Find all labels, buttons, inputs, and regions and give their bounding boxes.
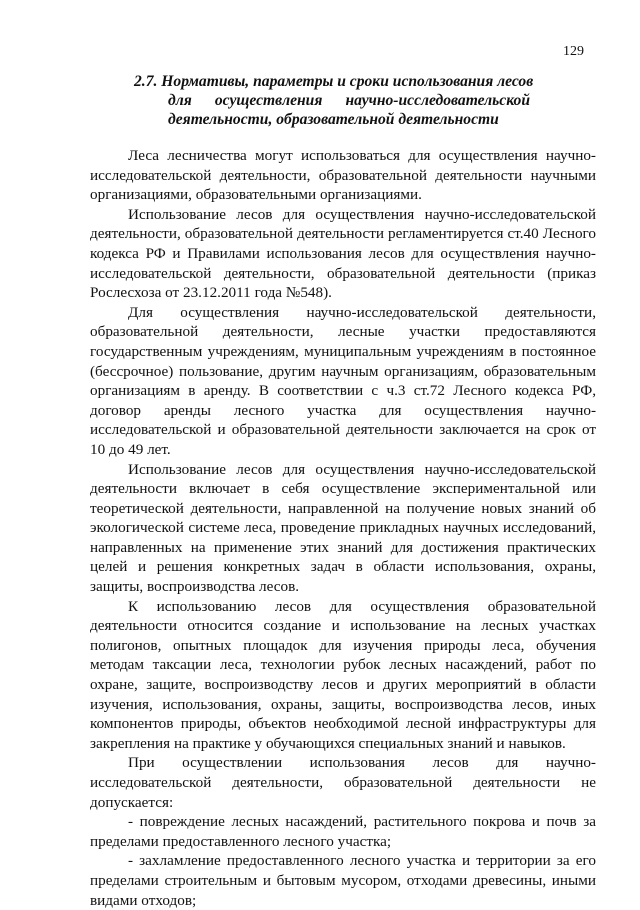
paragraph: Использование лесов для осуществления научно-исследовательской деятельности включает в себя осуществление экспериментальной или теоретической деятельности, направленной на получение новых знаний об экологической системе леса, проведение прикладных научных исследований, направленных на применение этих знаний для достижения практических целей и решения конкретных задач в области использования, охраны, защиты, воспроизводства лесов. (90, 460, 596, 596)
list-item: - повреждение лесных насаждений, растительного покрова и почв за пределами предоставленного лесного участка; (90, 813, 596, 850)
section-heading (134, 72, 534, 129)
heading-line-2: для осуществления научно-исследовательской (168, 92, 530, 109)
paragraph: Леса лесничества могут использоваться для осуществления научно-исследовательской деятельности, образовательной деятельности научными организациями, образовательными организациями. (90, 147, 596, 204)
heading-line-3: деятельности, образовательной деятельности (168, 111, 499, 128)
body-text (90, 146, 596, 910)
paragraph: К использованию лесов для осуществления образовательной деятельности относится создание и использование на лесных участках полигонов, опытных площадок для изучения природы леса, обучения методам таксации леса, технологии рубок лесных насаждений, работ по охране, защите, воспроизводству лесов и других мероприятий в области изучения, использования, охраны, защиты, воспроизводства лесов, иных компонентов природы, объектов необходимой лесной инфраструктуры для закрепления на практике у обучающихся специальных знаний и навыков. (90, 597, 596, 752)
heading-line-1: 2.7. Нормативы, параметры и сроки использования лесов (134, 73, 534, 90)
page-number: 129 (563, 44, 584, 59)
paragraph: Для осуществления научно-исследовательской деятельности, образовательной деятельности, лесные участки предоставляются государственным учреждениям, муниципальным учреждениям в постоянное (бессрочное) пользование, другим научным организациям, образовательным организациям в аренду. В соответствии с ч.3 ст.72 Лесного кодекса РФ, договор аренды лесного участка для осуществления научно-исследовательской и образовательной деятельности заключается на срок от 10 до 49 лет. (90, 303, 596, 458)
paragraph: Использование лесов для осуществления научно-исследовательской деятельности, образовательной деятельности регламентируется ст.40 Лесного кодекса РФ и Правилами использования лесов для осуществления научно-исследовательской деятельности, образовательной деятельности (приказ Рослесхоза от 23.12.2011 года №548). (90, 205, 596, 302)
paragraph: При осуществлении использования лесов для научно-исследовательской деятельности, образовательной деятельности не допускается: (90, 754, 596, 811)
list-item: - захламление предоставленного лесного участка и территории за его пределами строительным и бытовым мусором, отходами древесины, иными видами отходов; (90, 852, 596, 909)
